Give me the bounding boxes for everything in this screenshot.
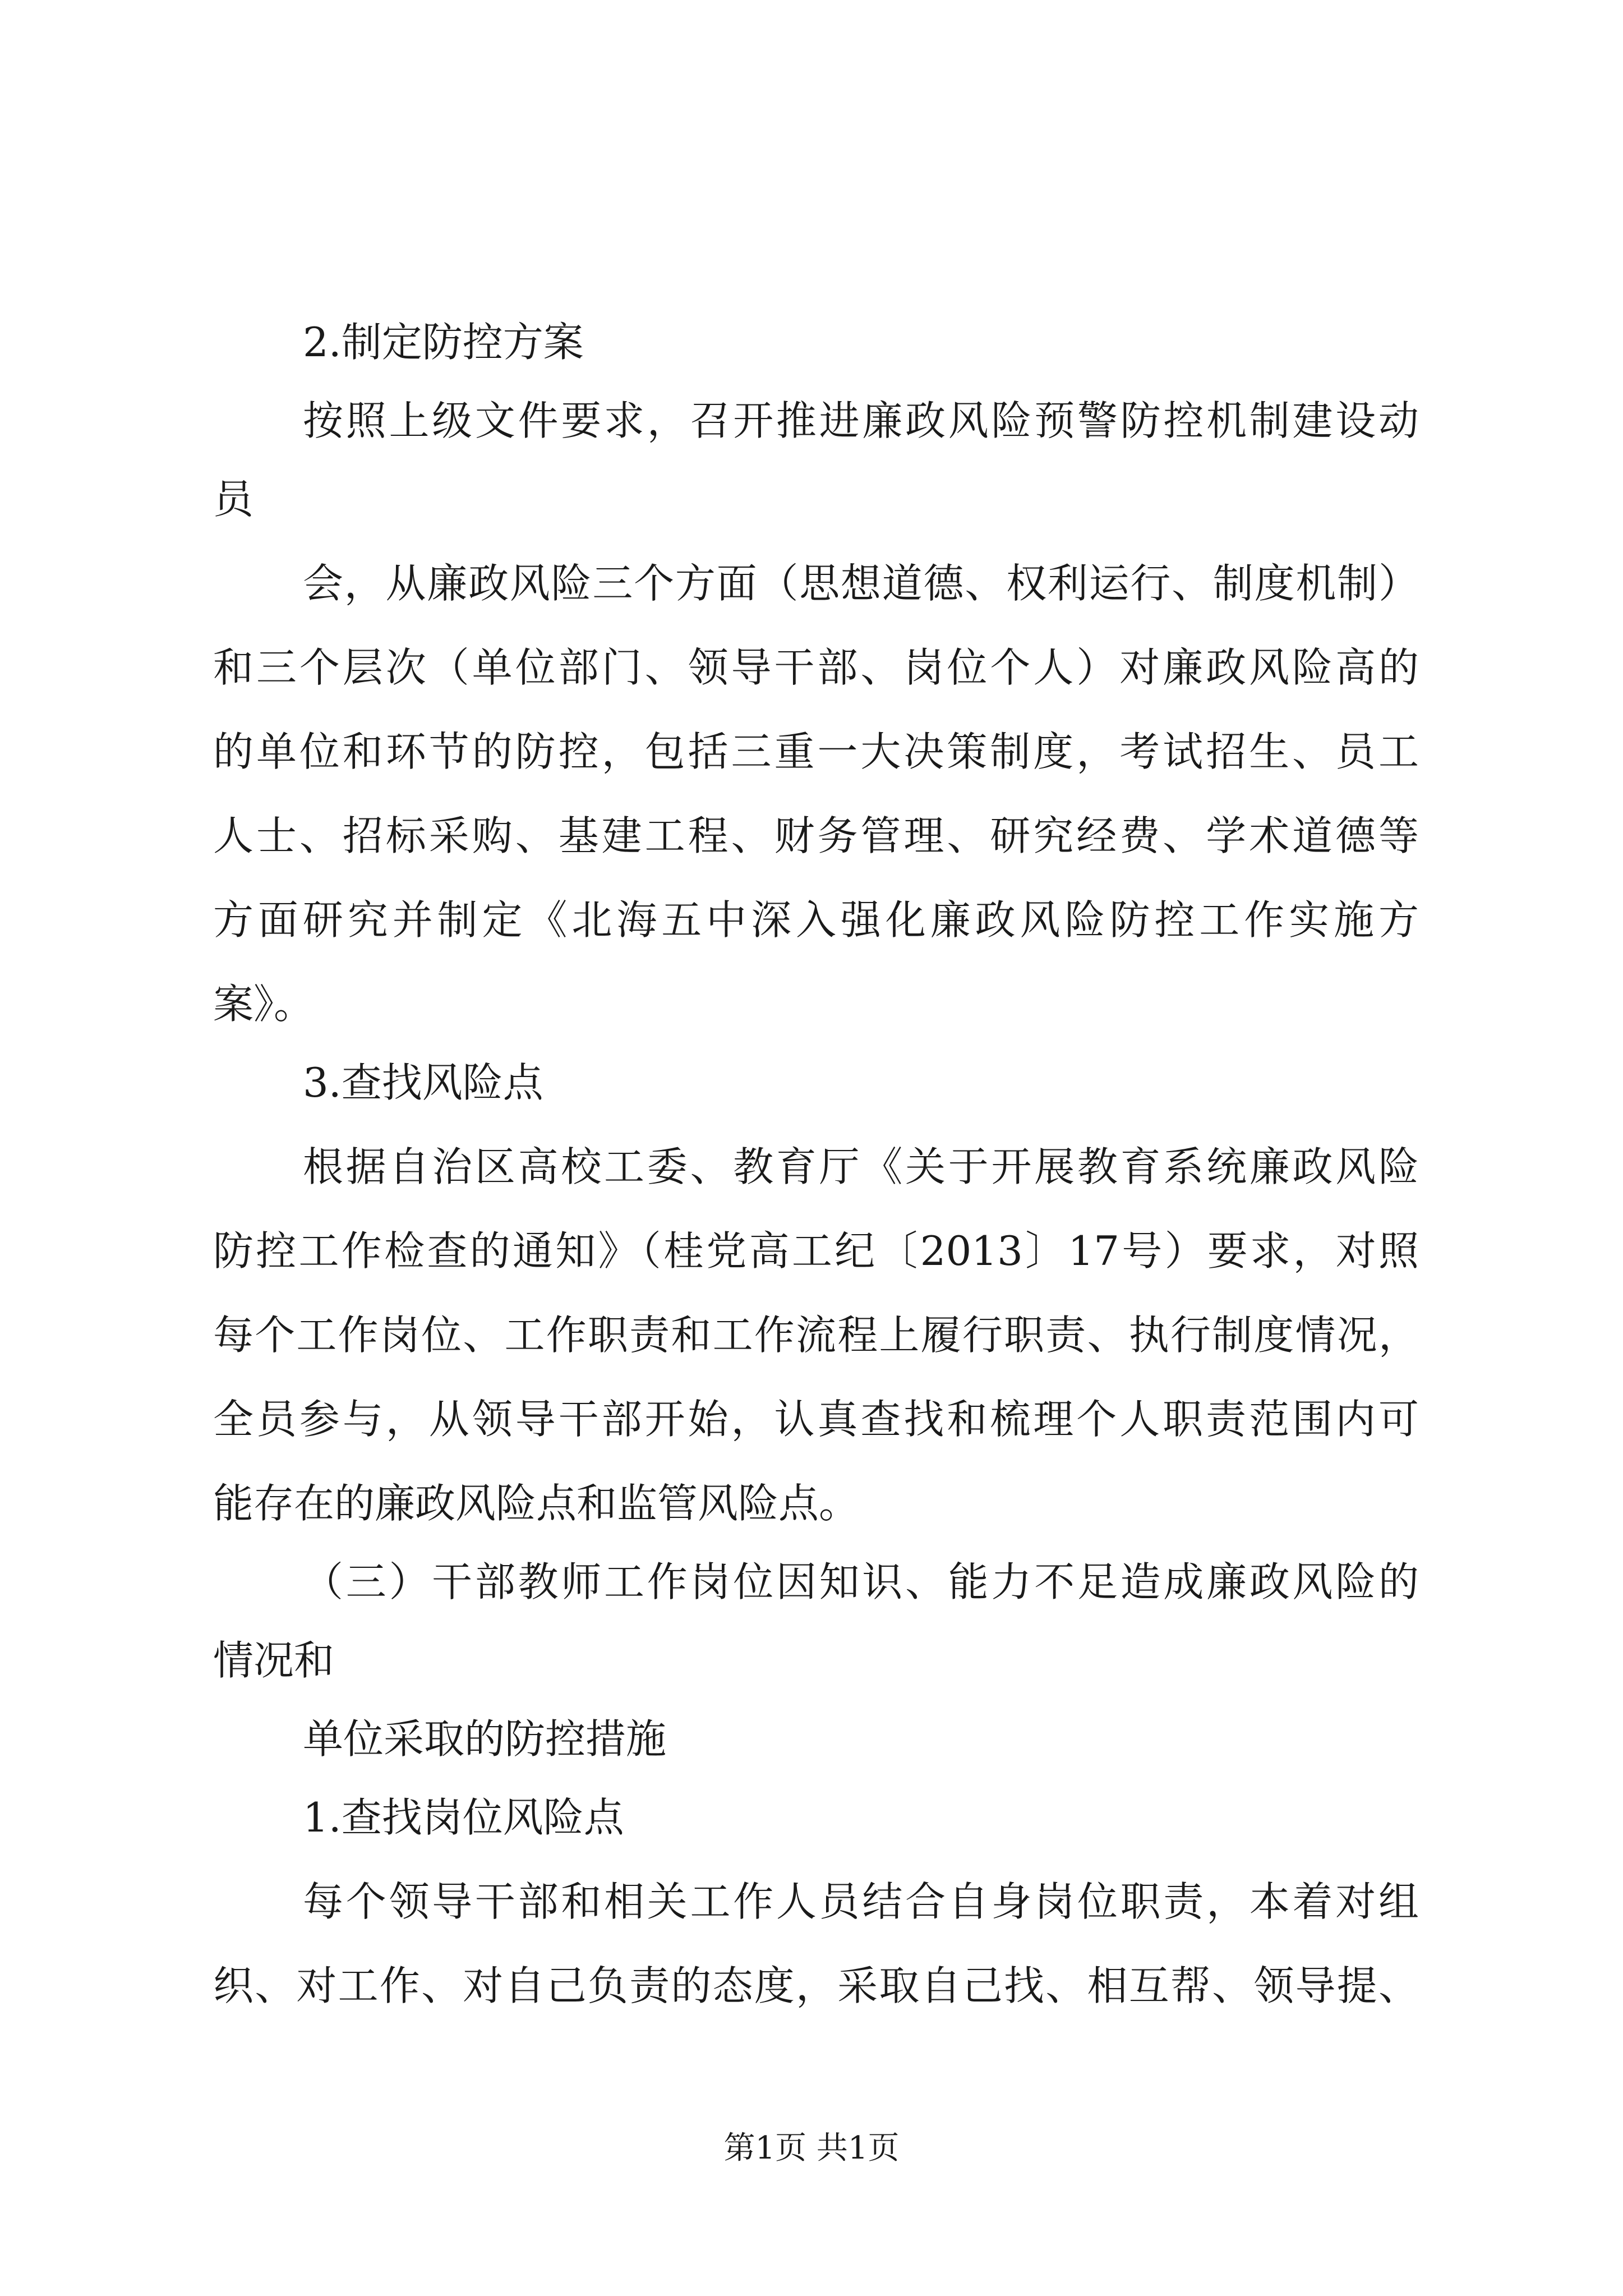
paragraph-line: 根据自治区高校工委、教育厅《关于开展教育系统廉政风险	[303, 1143, 1419, 1190]
section-heading-three: （三）干部教师工作岗位因知识、能力不足造成廉政风险的	[303, 1558, 1419, 1605]
heading-find-post-risk-points: 1.查找岗位风险点	[303, 1794, 624, 1841]
paragraph-line: 单位采取的防控措施	[303, 1715, 667, 1763]
paragraph-line: 全员参与，从领导干部开始，认真查找和梳理个人职责范围内可	[213, 1396, 1419, 1443]
paragraph-line: 会，从廉政风险三个方面（思想道德、权利运行、制度机制）	[303, 560, 1419, 607]
paragraph-line: 情况和	[213, 1637, 335, 1684]
paragraph-line: 每个工作岗位、工作职责和工作流程上履行职责、执行制度情况，	[213, 1312, 1419, 1359]
paragraph-line: 按照上级文件要求，召开推进廉政风险预警防控机制建设动	[303, 397, 1419, 444]
paragraph-line: 人士、招标采购、基建工程、财务管理、研究经费、学术道德等	[213, 812, 1419, 859]
paragraph-line: 员	[213, 476, 254, 523]
heading-make-plan: 2.制定防控方案	[303, 319, 584, 366]
paragraph-line: 防控工作检查的通知》（桂党高工纪〔2013〕17号）要求，对照	[213, 1227, 1419, 1274]
page-footer: 第1页 共1页	[723, 2130, 900, 2166]
heading-find-risk-points: 3.查找风险点	[303, 1059, 543, 1106]
paragraph-line: 和三个层次（单位部门、领导干部、岗位个人）对廉政风险高的	[213, 644, 1419, 691]
paragraph-line: 织、对工作、对自己负责的态度，采取自己找、相互帮、领导提、	[213, 1962, 1419, 2009]
paragraph-line: 方面研究并制定《北海五中深入强化廉政风险防控工作实施方	[213, 896, 1419, 944]
paragraph-line: 案》。	[213, 981, 315, 1028]
paragraph-line: 的单位和环节的防控，包括三重一大决策制度，考试招生、员工	[213, 728, 1419, 775]
paragraph-line: 每个领导干部和相关工作人员结合自身岗位职责，本着对组	[303, 1878, 1419, 1925]
paragraph-line: 能存在的廉政风险点和监管风险点。	[213, 1480, 860, 1527]
